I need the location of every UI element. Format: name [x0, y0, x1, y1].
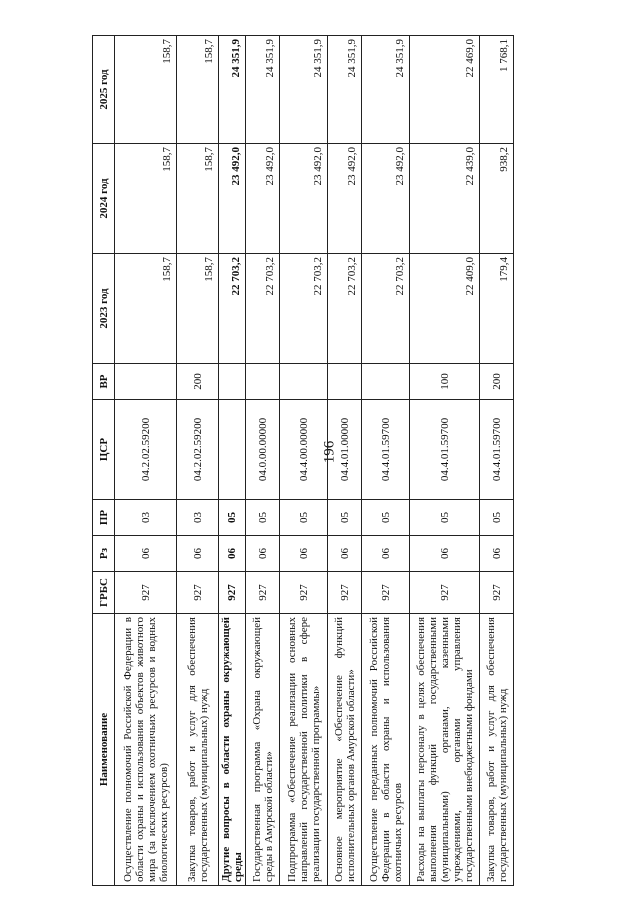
row-rz-cell: 06	[177, 536, 219, 572]
row-csr-cell: 04.4.01.59700	[480, 400, 514, 500]
row-rz-cell: 06	[280, 536, 328, 572]
row-csr-cell: 04.0.00.00000	[246, 400, 280, 500]
row-2025-cell: 24 351,9	[246, 36, 280, 144]
row-grbs-cell: 927	[362, 572, 410, 614]
row-vr-cell	[246, 364, 280, 400]
row-csr-cell: 04.4.01.59700	[362, 400, 410, 500]
row-2023-cell: 22 703,2	[246, 254, 280, 364]
row-2023-cell: 22 703,2	[328, 254, 362, 364]
header-pr: ПР	[93, 500, 115, 536]
row-grbs-cell: 927	[246, 572, 280, 614]
row-pr-cell: 05	[362, 500, 410, 536]
row-name-cell: Государственная программа «Охрана окружающей среды в Амурской области»	[246, 614, 280, 886]
table-row	[246, 36, 280, 886]
row-2023-cell: 22 409,0	[410, 254, 480, 364]
row-2024-cell: 23 492,0	[280, 144, 328, 254]
table-body	[115, 36, 514, 886]
row-grbs-cell: 927	[280, 572, 328, 614]
row-name-cell: Расходы на выплаты персоналу в целях обеспечения выполнения функций государственными (муниципальными) органами, казенными учреждениями, органами управления государственными внебюджетными фондами	[410, 614, 480, 886]
table-row	[115, 36, 177, 886]
row-2024-cell: 938,2	[480, 144, 514, 254]
row-name-cell: Другие вопросы в области охраны окружающей среды	[219, 614, 246, 886]
rotated-table-container	[92, 36, 510, 886]
row-vr-cell	[115, 364, 177, 400]
header-2024: 2024 год	[93, 144, 115, 254]
row-name-cell: Подпрограмма «Обеспечение реализации основных направлений государственной политики в сфере реализации государственной программы»	[280, 614, 328, 886]
row-2023-cell: 22 703,2	[362, 254, 410, 364]
row-rz-cell: 06	[480, 536, 514, 572]
row-2024-cell: 23 492,0	[362, 144, 410, 254]
row-2024-cell: 23 492,0	[328, 144, 362, 254]
table-row	[362, 36, 410, 886]
row-pr-cell: 05	[480, 500, 514, 536]
header-vr: ВР	[93, 364, 115, 400]
row-2023-cell: 22 703,2	[219, 254, 246, 364]
row-vr-cell	[280, 364, 328, 400]
row-vr-cell: 100	[410, 364, 480, 400]
row-2024-cell: 158,7	[115, 144, 177, 254]
row-pr-cell: 05	[280, 500, 328, 536]
table-row	[410, 36, 480, 886]
row-rz-cell: 06	[246, 536, 280, 572]
row-csr-cell: 04.4.01.59700	[410, 400, 480, 500]
row-2024-cell: 23 492,0	[246, 144, 280, 254]
row-name-cell: Осуществление переданных полномочий Российской Федерации в области охраны и использования охотничьих ресурсов	[362, 614, 410, 886]
page-number: 196	[321, 440, 338, 464]
table-row	[328, 36, 362, 886]
row-2025-cell: 158,7	[177, 36, 219, 144]
row-name-cell: Осуществление полномочий Российской Федерации в области охраны и использования объектов животного мира (за исключением охотничьих ресурсов и водных биологических ресурсов)	[115, 614, 177, 886]
row-grbs-cell: 927	[410, 572, 480, 614]
row-pr-cell: 05	[328, 500, 362, 536]
row-2024-cell: 23 492,0	[219, 144, 246, 254]
row-rz-cell: 06	[362, 536, 410, 572]
row-csr-cell: 04.4.01.00000	[328, 400, 362, 500]
row-grbs-cell: 927	[219, 572, 246, 614]
row-rz-cell: 06	[219, 536, 246, 572]
row-name-cell: Закупка товаров, работ и услуг для обеспечения государственных (муниципальных) нужд	[177, 614, 219, 886]
header-2025: 2025 год	[93, 36, 115, 144]
row-csr-cell	[219, 400, 246, 500]
row-2023-cell: 158,7	[177, 254, 219, 364]
row-2025-cell: 1 768,1	[480, 36, 514, 144]
row-csr-cell: 04.4.00.00000	[280, 400, 328, 500]
table-row	[480, 36, 514, 886]
row-2024-cell: 22 439,0	[410, 144, 480, 254]
header-csr: ЦСР	[93, 400, 115, 500]
table-row	[219, 36, 246, 886]
row-vr-cell: 200	[480, 364, 514, 400]
table-row	[177, 36, 219, 886]
row-csr-cell: 04.2.02.59200	[177, 400, 219, 500]
row-2023-cell: 179,4	[480, 254, 514, 364]
row-rz-cell: 06	[410, 536, 480, 572]
row-pr-cell: 03	[177, 500, 219, 536]
row-2023-cell: 158,7	[115, 254, 177, 364]
row-2025-cell: 22 469,0	[410, 36, 480, 144]
row-2023-cell: 22 703,2	[280, 254, 328, 364]
row-2025-cell: 158,7	[115, 36, 177, 144]
row-pr-cell: 05	[219, 500, 246, 536]
row-pr-cell: 03	[115, 500, 177, 536]
row-name-cell: Основное мероприятие «Обеспечение функций исполнительных органов Амурской области»	[328, 614, 362, 886]
row-csr-cell: 04.2.02.59200	[115, 400, 177, 500]
row-rz-cell: 06	[115, 536, 177, 572]
row-vr-cell: 200	[177, 364, 219, 400]
row-grbs-cell: 927	[177, 572, 219, 614]
row-pr-cell: 05	[246, 500, 280, 536]
row-rz-cell: 06	[328, 536, 362, 572]
row-2024-cell: 158,7	[177, 144, 219, 254]
budget-table	[92, 35, 514, 886]
table-row	[280, 36, 328, 886]
header-grbs: ГРБС	[93, 572, 115, 614]
header-2023: 2023 год	[93, 254, 115, 364]
row-grbs-cell: 927	[480, 572, 514, 614]
header-name: Наименование	[93, 614, 115, 886]
row-2025-cell: 24 351,9	[362, 36, 410, 144]
header-rz: Рз	[93, 536, 115, 572]
row-name-cell: Закупка товаров, работ и услуг для обеспечения государственных (муниципальных) нужд	[480, 614, 514, 886]
row-2025-cell: 24 351,9	[280, 36, 328, 144]
row-grbs-cell: 927	[115, 572, 177, 614]
row-vr-cell	[362, 364, 410, 400]
row-grbs-cell: 927	[328, 572, 362, 614]
table-header-row	[93, 36, 115, 886]
row-vr-cell	[219, 364, 246, 400]
row-vr-cell	[328, 364, 362, 400]
row-2025-cell: 24 351,9	[219, 36, 246, 144]
row-pr-cell: 05	[410, 500, 480, 536]
row-2025-cell: 24 351,9	[328, 36, 362, 144]
